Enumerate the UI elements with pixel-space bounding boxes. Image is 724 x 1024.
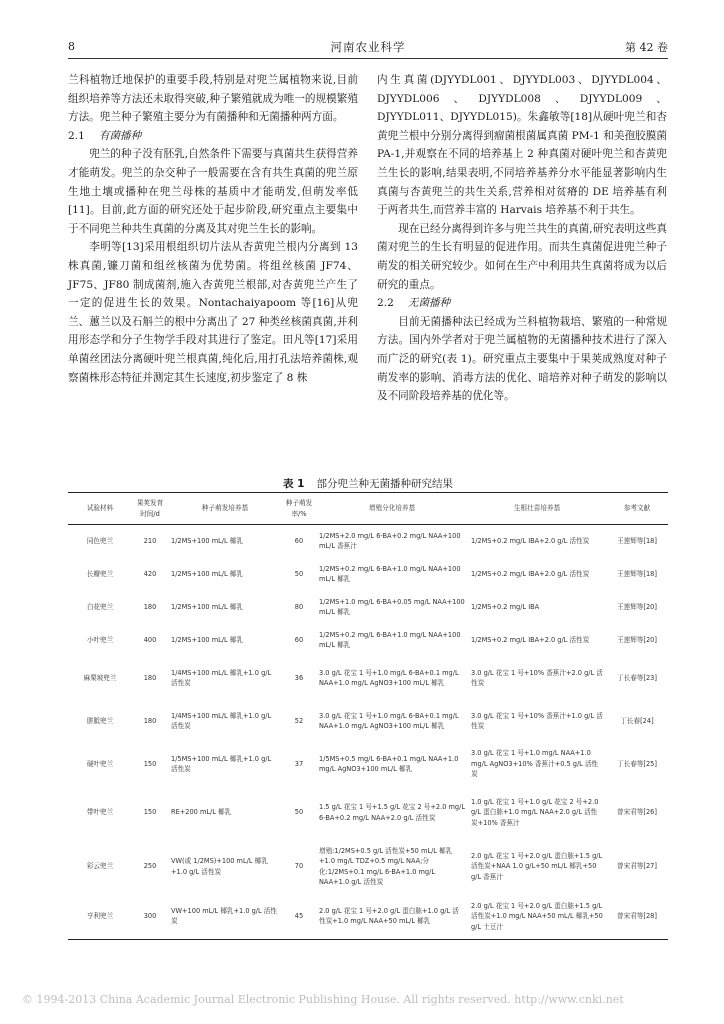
table-cell: 1/2MS+1.0 mg/L 6-BA+0.05 mg/L NAA+100 mL/L 椰乳 xyxy=(319,597,465,616)
table-row xyxy=(68,591,668,624)
table-cell: 王莲辉等[20] xyxy=(617,602,657,611)
table-cell: 150 xyxy=(143,808,157,817)
table-cell: 1/4MS+100 mL/L 椰乳+1.0 g/L 活性炭 xyxy=(171,711,272,730)
table-cell: 3.0 g/L 花宝 1 号+10% 香蕉汁+2.0 g/L 活性炭 xyxy=(471,668,603,687)
table-cell: 丁长春等[23] xyxy=(617,673,657,682)
table-cell: 1/2MS+100 mL/L 椰乳 xyxy=(171,569,243,578)
column-header: 生根壮苗培养基 xyxy=(468,493,606,525)
table-header-row xyxy=(68,493,668,525)
table-row xyxy=(68,700,668,743)
table-cell: 180 xyxy=(143,716,157,725)
table-cell: 1/2MS+0.2 mg/L 6-BA+1.0 mg/L NAA+100 mL/L 椰乳 xyxy=(319,630,461,649)
table-cell: 1/2MS+0.2 mg/L 6-BA+1.0 mg/L NAA+100 mL/L 椰乳 xyxy=(319,564,461,583)
header-rule xyxy=(68,58,668,59)
table-cell: 50 xyxy=(294,569,304,578)
table-cell: 增殖:1/2MS+0.5 g/L 活性炭+50 mL/L 椰乳+1.0 mg/L TDZ+0.5 mg/L NAA;分化:1/2MS+0.1 mg/L 6-BA+1.0 mg/L NAA+1.0 g/L 活性炭 xyxy=(319,846,453,886)
section-title: 无菌播种 xyxy=(407,297,451,310)
table-cell: 1/5MS+0.5 mg/L 6-BA+0.1 mg/L NAA+1.0 mg/L AgNO3+100 mL/L 椰乳 xyxy=(319,754,459,773)
table-cell: 2.0 g/L 花宝 1 号+2.0 g/L 蛋白胨+1.0 g/L 活性炭+1.0 mg/L NAA+50 mL/L 椰乳 xyxy=(316,894,468,940)
column-header: 增殖分化培养基 xyxy=(316,493,468,525)
results-table xyxy=(68,492,668,940)
table-cell: 45 xyxy=(282,894,316,940)
table-cell: 1.0 g/L 花宝 1 号+1.0 g/L 花宝 2 号+2.0 g/L 蛋白胨+1.0 mg/L NAA+2.0 g/L 活性炭+10% 香蕉汁 xyxy=(471,797,599,827)
table-row xyxy=(68,624,668,657)
table-row xyxy=(68,894,668,940)
table-cell: 250 xyxy=(143,862,157,871)
table-cell: 丁长春[24] xyxy=(620,716,654,725)
table-cell: 80 xyxy=(294,602,304,611)
table-cell: 3.0 g/L 花宝 1 号+10% 香蕉汁+1.0 g/L 活性炭 xyxy=(471,711,603,730)
table-cell: 180 xyxy=(143,602,157,611)
paragraph: 现在已经分离得到许多与兜兰共生的真菌,研究表明这些真菌对兜兰的生长有明显的促进作用。而共生真菌促进兜兰种子萌发的相关研究较少。如何在生产中利用共生真菌将成为以后研究的重点。 xyxy=(377,222,667,291)
column-header: 种子萌发率/% xyxy=(282,493,316,525)
paragraph: 李明等[13]采用根组织切片法从杏黄兜兰根内分离到 13 株真菌,镰刀菌和组丝核菌为优势菌。将组丝核菌 JF74、JF75、JF80 制成菌剂,施入杏黄兜兰根部,对杏黄兜兰产生了一定的促进生长的效果。Nontachaiyapoom 等[16]从兜兰、蕙兰以及石斛兰的根中分离出了 27 种类丝核菌真菌,并利用形态学和分子生物学手段对其进行了鉴定。田凡等[17]采用单菌丝团法分离硬叶兜兰根真菌,纯化后,用打孔法培养菌株,观察菌株形态特征并测定其生长速度,初步鉴定了 8 株 xyxy=(68,241,358,384)
table-cell: 180 xyxy=(143,673,157,682)
table-cell: 400 xyxy=(143,635,157,644)
table-cell: 亨利兜兰 xyxy=(68,894,132,940)
table-cell: VW+100 mL/L 椰乳+1.0 g/L 活性炭 xyxy=(168,894,282,940)
table-cell: 长瓣兜兰 xyxy=(86,569,114,578)
volume-label: 第 42 卷 xyxy=(625,41,668,54)
table-cell: 1/2MS+0.2 mg/L IBA xyxy=(471,602,540,611)
table-cell: 1/2MS+0.2 mg/L IBA+2.0 g/L 活性炭 xyxy=(471,635,590,644)
table-cell: 彩云兜兰 xyxy=(86,862,114,871)
table-row xyxy=(68,558,668,591)
table-caption-text: 部分兜兰种无菌播种研究结果 xyxy=(316,478,453,490)
table-cell: 胼胝兜兰 xyxy=(86,716,114,725)
table-cell: 36 xyxy=(294,673,304,682)
table-cell: 52 xyxy=(294,716,304,725)
column-header: 种子萌发培养基 xyxy=(168,493,282,525)
table-cell: 150 xyxy=(143,759,157,768)
running-header xyxy=(68,38,668,58)
table-cell: 1/5MS+100 mL/L 椰乳+1.0 g/L 活性炭 xyxy=(171,754,272,773)
section-number: 2.2 xyxy=(377,297,394,310)
table-cell: 3.0 g/L 花宝 1 号+1.0 mg/L 6-BA+0.1 mg/L NAA+1.0 mg/L AgNO3+100 mL/L 椰乳 xyxy=(319,668,459,687)
paragraph: 内生真菌(DJYYDL001、DJYYDL003、DJYYDL004、DJYYDL006、DJYYDL008、DJYYDL009、DJYYDL011、DJYYDL015)。朱鑫敏等[18]从硬叶兜兰和杏黄兜兰根中分别分离得到瘤菌根菌属真菌 PM-1 和美孢胶膜菌 PA-1,并观察在不同的培养基上 2 种真菌对硬叶兜兰和杏黄兜兰生长的影响,结果表明,不同培养基养分水平能显著影响内生真菌与杏黄兜兰的共生关系,营养相对贫瘠的 DE 培养基有利于两者共生,而营养丰富的 Harvais 培养基不利于共生。 xyxy=(377,74,667,217)
table-cell: 1/2MS+100 mL/L 椰乳 xyxy=(171,537,243,545)
table-caption xyxy=(68,476,668,491)
table-cell: 60 xyxy=(294,537,304,545)
journal-title: 河南农业科学 xyxy=(330,40,406,54)
column-header: 试验材料 xyxy=(68,493,132,525)
table-cell: 带叶兜兰 xyxy=(86,808,114,817)
table-cell: 曾宋君等[26] xyxy=(617,808,657,817)
left-column xyxy=(68,71,358,387)
table-cell: 420 xyxy=(143,569,157,578)
section-heading-2-2 xyxy=(377,294,667,313)
table-row xyxy=(68,657,668,700)
table-cell: 丁长春等[25] xyxy=(617,759,657,768)
table-cell: 曾宋君等[28] xyxy=(606,894,668,940)
table-cell: 37 xyxy=(294,759,304,768)
section-heading-2-1 xyxy=(68,127,358,146)
table-cell: VW(或 1/2MS)+100 mL/L 椰乳+1.0 g/L 活性炭 xyxy=(171,857,268,876)
column-header: 果荚发育时间/d xyxy=(132,493,168,525)
table-row xyxy=(68,525,668,558)
table-cell: 王莲辉等[20] xyxy=(617,635,657,644)
table-cell: 1/4MS+100 mL/L 椰乳+1.0 g/L 活性炭 xyxy=(171,668,272,687)
table-cell: 1/2MS+0.2 mg/L IBA+2.0 g/L 活性炭 xyxy=(471,537,590,545)
table-label: 表 1 xyxy=(283,478,305,490)
paragraph: 兜兰的种子没有胚乳,自然条件下需要与真菌共生获得营养才能萌发。兜兰的杂交种子一般需要在含有共生真菌的兜兰原生地土壤或播种在兜兰母株的基质中才能萌发,但萌发率低[11]。目前,此方面的研究还处于起步阶段,研究重点主要集中于不同兜兰种共生真菌的分离及其对兜兰生长的影响。 xyxy=(68,148,358,235)
copyright-footer: © 1994-2013 China Academic Journal Electronic Publishing House. All rights reserved. http://www.cnki.net xyxy=(22,993,624,1006)
table-cell: 2.0 g/L 花宝 1 号+2.0 g/L 蛋白胨+1.5 g/L 活性炭+1.0 mg/L NAA+50 mL/L 椰乳+50 g/L 土豆汁 xyxy=(468,894,606,940)
table-cell: 1/2MS+100 mL/L 椰乳 xyxy=(171,602,243,611)
table-row xyxy=(68,786,668,840)
table-cell: 3.0 g/L 花宝 1 号+1.0 mg/L NAA+1.0 mg/L AgNO3+10% 香蕉汁+0.5 g/L 活性炭 xyxy=(471,749,599,779)
table-cell: 同色兜兰 xyxy=(86,537,114,545)
table-cell: 1/2MS+0.2 mg/L IBA+2.0 g/L 活性炭 xyxy=(471,569,590,578)
table-cell: 210 xyxy=(143,537,157,545)
table-cell: 王莲辉等[18] xyxy=(617,537,657,545)
table-cell: 白花兜兰 xyxy=(86,602,114,611)
table-cell: RE+200 mL/L 椰乳 xyxy=(171,808,232,817)
column-header: 参考文献 xyxy=(606,493,668,525)
table-cell: 70 xyxy=(294,862,304,871)
table-cell: 300 xyxy=(132,894,168,940)
table-cell: 麻栗坡兜兰 xyxy=(83,673,117,682)
paragraph: 目前无菌播种法已经成为兰科植物栽培、繁殖的一种常规方法。国内外学者对于兜兰属植物的无菌播种技术进行了深入而广泛的研究(表 1)。研究重点主要集中于果荚成熟度对种子萌发率的影响、消毒方法的优化、暗培养对种子萌发的影响以及不同阶段培养基的优化等。 xyxy=(377,315,667,403)
section-title: 有菌播种 xyxy=(98,129,142,142)
table-cell: 2.0 g/L 花宝 1 号+2.0 g/L 蛋白胨+1.5 g/L 活性炭+NAA 1.0 g/L+50 mL/L 椰乳+50 g/L 香蕉汁 xyxy=(471,851,603,881)
table-cell: 60 xyxy=(294,635,304,644)
paragraph: 兰科植物迁地保护的重要手段,特别是对兜兰属植物来说,目前组织培养等方法还未取得突破,种子繁殖就成为唯一的规模繁殖方法。兜兰种子繁殖主要分为有菌播种和无菌播种两方面。 xyxy=(68,74,358,124)
section-number: 2.1 xyxy=(68,129,85,142)
page-number: 8 xyxy=(68,40,75,53)
table-cell: 3.0 g/L 花宝 1 号+1.0 mg/L 6-BA+0.1 mg/L NAA+1.0 mg/L AgNO3+100 mL/L 椰乳 xyxy=(319,711,459,730)
table-cell: 50 xyxy=(294,808,304,817)
table-cell: 1/2MS+100 mL/L 椰乳 xyxy=(171,635,243,644)
table-cell: 小叶兜兰 xyxy=(86,635,114,644)
table-cell: 王莲辉等[18] xyxy=(617,569,657,578)
table-row xyxy=(68,743,668,786)
table-cell: 曾宋君等[27] xyxy=(617,862,657,871)
table-row xyxy=(68,840,668,894)
table-cell: 1.5 g/L 花宝 1 号+1.5 g/L 花宝 2 号+2.0 mg/L 6-BA+0.2 mg/L NAA+2.0 g/L 活性炭 xyxy=(319,803,465,822)
right-column xyxy=(377,71,667,406)
table-cell: 硬叶兜兰 xyxy=(86,759,114,768)
table-cell: 1/2MS+2.0 mg/L 6-BA+0.2 mg/L NAA+100 mL/L 香蕉汁 xyxy=(319,531,461,551)
